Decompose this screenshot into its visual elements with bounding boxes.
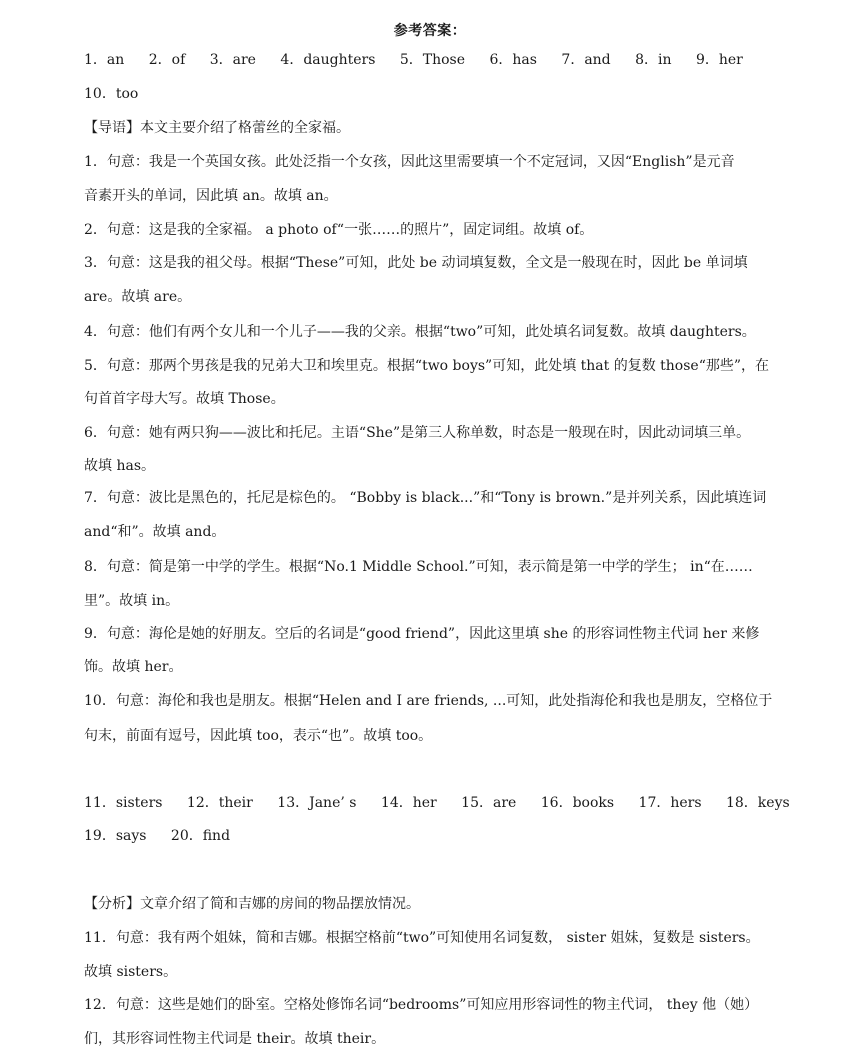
answer-item: 20．find	[170, 828, 231, 844]
answer-item: 11．sisters	[84, 795, 163, 811]
text-line: 4．句意：他们有两个女儿和一个儿子——我的父亲。根据“two”可知，此处填名词复数。故填 daughters。	[84, 324, 756, 340]
text-line: 2．句意：这是我的全家福。 a photo of“一张……的照片”，固定词组。故填 of。	[84, 222, 594, 238]
answer-item: 18．keys	[725, 795, 790, 811]
answer-item: 12．their	[186, 795, 253, 811]
answer-row-1b: 10．too	[84, 86, 139, 102]
text-line: 句末，前面有逗号，因此填 too，表示“也”。故填 too。	[84, 728, 433, 744]
text-line: 音素开头的单词，因此填 an。故填 an。	[84, 188, 338, 204]
answer-item: 7．and	[561, 52, 611, 68]
answer-item: 15．are	[461, 795, 517, 811]
answer-item: 16．books	[540, 795, 615, 811]
text-line: 9．句意：海伦是她的好朋友。空后的名词是“good friend”，因此这里填 she 的形容词性物主代词 her 来修	[84, 626, 760, 642]
answer-item: 3．are	[209, 52, 256, 68]
text-line: 8．句意：简是第一中学的学生。根据“No.1 Middle School.”可知，表示简是第一中学的学生； in“在……	[84, 559, 753, 575]
text-line: 6．句意：她有两只狗——波比和托尼。主语“She”是第三人称单数，时态是一般现在时，因此动词填三单。	[84, 425, 751, 441]
text-line: 里”。故填 in。	[84, 593, 180, 609]
text-line: 3．句意：这是我的祖父母。根据“These”可知，此处 be 动词填复数，全文是一般现在时，因此 be 单词填	[84, 255, 748, 271]
answer-item: 14．her	[380, 795, 437, 811]
page-title: 参考答案：	[393, 23, 467, 39]
answer-item: 5．Those	[399, 52, 466, 68]
text-line: 11．句意：我有两个姐妹，简和吉娜。根据空格前“two”可知使用名词复数， sister 姐妹，复数是 sisters。	[84, 930, 760, 946]
answer-row-2	[84, 793, 810, 813]
text-line: 故填 sisters。	[84, 964, 178, 980]
text-line: 12．句意：这些是她们的卧室。空格处修饰名词“bedrooms”可知应用形容词性的物主代词， they 他（她）	[84, 997, 759, 1013]
text-line: 1．句意：我是一个英国女孩。此处泛指一个女孩，因此这里需要填一个不定冠词，又因“English”是元音	[84, 154, 735, 170]
text-line: are。故填 are。	[84, 289, 192, 305]
answer-item: 8．in	[635, 52, 672, 68]
answer-item: 13．Jane’ s	[277, 795, 357, 811]
text-line: 7．句意：波比是黑色的，托尼是棕色的。 “Bobby is black...”和“Tony is brown.”是并列关系，因此填连词	[84, 490, 767, 506]
text-line: 【分析】文章介绍了简和吉娜的房间的物品摆放情况。	[84, 896, 420, 912]
answer-item: 9．her	[695, 52, 743, 68]
text-line: 5．句意：那两个男孩是我的兄弟大卫和埃里克。根据“two boys”可知，此处填 that 的复数 those“那些”，在	[84, 358, 770, 374]
answer-item: 1．an	[84, 52, 125, 68]
answer-item: 19．says	[84, 828, 147, 844]
text-line: 们，其形容词性物主代词是 their。故填 their。	[84, 1031, 386, 1047]
answer-item: 2．of	[148, 52, 186, 68]
answer-row-2b	[84, 826, 250, 846]
text-line: 【导语】本文主要介绍了格蕾丝的全家福。	[84, 120, 350, 136]
text-line: 饰。故填 her。	[84, 659, 183, 675]
text-line: 10．句意：海伦和我也是朋友。根据“Helen and I are friends, ...可知，此处指海伦和我也是朋友，空格位于	[84, 693, 773, 709]
text-line: 故填 has。	[84, 458, 155, 474]
answer-item: 17．hers	[638, 795, 702, 811]
text-line: 句首首字母大写。故填 Those。	[84, 391, 285, 407]
answer-item: 6．has	[489, 52, 537, 68]
text-line: and“和”。故填 and。	[84, 524, 226, 540]
answer-row-1	[84, 50, 763, 70]
answer-item: 4．daughters	[280, 52, 376, 68]
